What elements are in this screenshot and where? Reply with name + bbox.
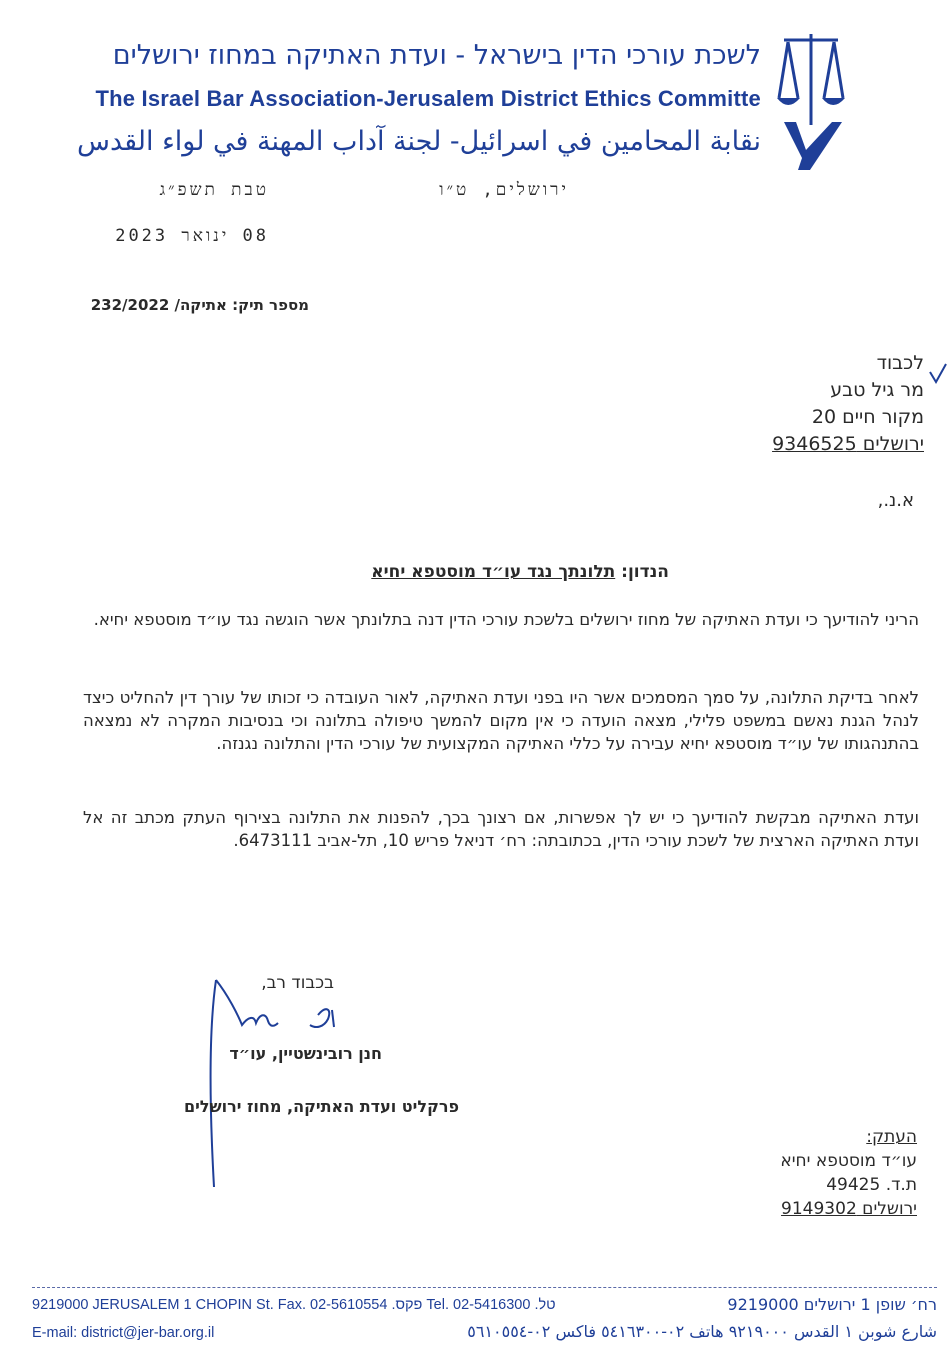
subject-label: הנדון: bbox=[621, 562, 669, 582]
cc-city-zip: ירושלים 9149302 bbox=[781, 1199, 917, 1219]
letterhead-english: The Israel Bar Association-Jerusalem District Ethics Committe bbox=[95, 86, 761, 111]
cc-line: ת.ד. 49425 bbox=[826, 1175, 917, 1195]
signatory-title: פרקליט ועדת האתיקה, מחוז ירושלים bbox=[183, 1097, 459, 1116]
cc-block bbox=[780, 1125, 917, 1221]
check-mark-icon bbox=[928, 362, 948, 386]
footer-email: E-mail: district@jer-bar.org.il bbox=[32, 1325, 215, 1341]
footer-divider bbox=[32, 1287, 937, 1288]
addressee-line: לכבוד bbox=[876, 352, 924, 374]
letterhead-arabic: نقابة المحامين في اسرائيل- لجنة آداب المهنة في لواء القدس bbox=[76, 126, 761, 157]
hebrew-date-place: ירושלים, ט״ו bbox=[439, 180, 569, 200]
greeting: א.נ., bbox=[877, 490, 914, 511]
file-number: מספר תיק: אתיקה/ 232/2022 bbox=[90, 296, 309, 314]
hebrew-date: טבת תשפ״ג bbox=[159, 180, 269, 200]
cc-line: עו״ד מוסטפא יחיא bbox=[780, 1151, 917, 1171]
signatory-name: חנן רובינשטיין, עו״ד bbox=[229, 1044, 382, 1063]
footer-address-hebrew: רח׳ שופן 1 ירושלים 9219000 bbox=[727, 1295, 937, 1314]
cc-label: העתק: bbox=[866, 1127, 917, 1147]
subject-text: תלונתך נגד עו״ד מוסטפא יחיא bbox=[371, 562, 616, 582]
addressee-block bbox=[772, 350, 924, 458]
body-paragraph: הריני להודיעך כי ועדת האתיקה של מחוז ירושלים בלשכת עורכי הדין דנה בתלונתך אשר הוגשה נגד עו״ד מוסטפא יחיא. bbox=[93, 610, 919, 629]
body-paragraph: ועדת האתיקה מבקשת להודיעך כי יש לך אפשרות, אם רצונך בכך, להפנות את התלונה בצירוף העתק מכתב זה אל ועדת האתיקה הארצית של לשכת עורכי הדין, בכתובתה: רח׳ דניאל פריש 10, תל-אביב 6473111. bbox=[83, 808, 919, 850]
subject-line bbox=[371, 562, 669, 582]
signature-closing: בכבוד רב, bbox=[261, 973, 334, 993]
body-paragraph: לאחר בדיקת התלונה, על סמך המסמכים אשר היו בפני ועדת האתיקה, לאור העובדה כי זכותו של עורך דין להחליט כיצד לנהל הגנת נאשם במשפט פלילי, מצאה הועדה כי אין מקום להמשך טיפולה בתלונה וכי בנסיבות המקרה לא נמצאה בהתנהגותו של עו״ד מוסטפא יחיא עבירה על כללי האתיקה המקצועית של עורכי הדין והתלונה נגנזה. bbox=[83, 688, 919, 753]
letterhead-hebrew: לשכת עורכי הדין בישראל - ועדת האתיקה במחוז ירושלים bbox=[112, 40, 761, 71]
scales-of-justice-logo bbox=[776, 30, 846, 175]
addressee-line: מקור חיים 20 bbox=[811, 406, 924, 428]
addressee-city-zip: ירושלים 9346525 bbox=[772, 433, 924, 455]
footer-address-english: 9219000 JERUSALEM 1 CHOPIN St. Fax. 02-5610554 .פקס Tel. 02-5416300 .טל bbox=[32, 1297, 556, 1313]
handwritten-signature bbox=[198, 975, 348, 1190]
addressee-line: מר גיל טבע bbox=[830, 379, 924, 401]
footer-address-arabic: شارع شوبن ١ القدس ٩٢١٩٠٠٠ هاتف ٠٢-٥٤١٦٣٠٠ فاكس ٠٢-٥٦١٠٥٥٤ bbox=[467, 1322, 937, 1341]
gregorian-date: 08 ינואר 2023 bbox=[115, 226, 269, 246]
